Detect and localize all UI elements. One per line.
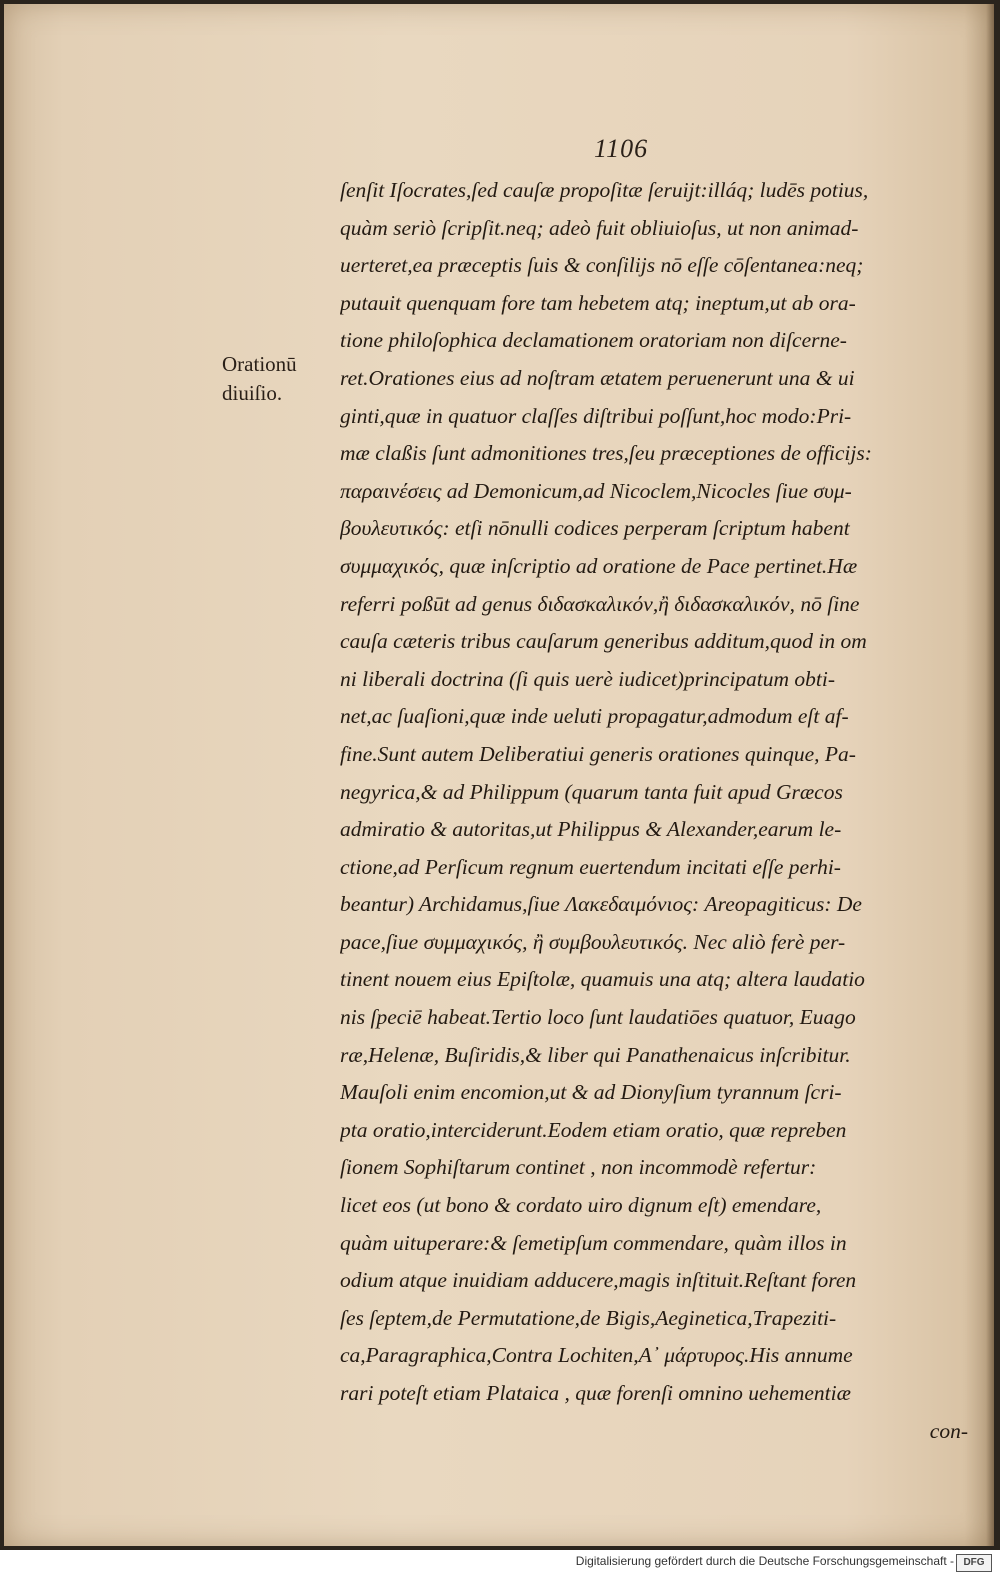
text-line: ſenſit Iſocrates,ſed cauſæ propoſitæ ſeruijt:illáq; ludēs potius, [340, 178, 869, 202]
text-line: nis ſpeciē habeat.Tertio loco ſunt laudatiōes quatuor, Euago [340, 1005, 856, 1030]
text-line: beantur) Archidamus,ſiue Λακεδαιμόνιος: Areopagiticus: De [340, 892, 862, 917]
marginal-note [222, 350, 297, 408]
text-line: ginti,quæ in quatuor claſſes diſtribui poſſunt,hoc modo:Pri- [340, 403, 852, 428]
text-line: quàm seriò ſcripſit.neq; adeò fuit obliuioſus, ut non animad- [340, 215, 859, 240]
text-line: putauit quenquam fore tam hebetem atq; ineptum,ut ab ora- [340, 290, 856, 315]
marginal-note-line: diuiſio. [222, 381, 283, 405]
text-line: negyrica,& ad Philippum (quarum tanta fuit apud Græcos [340, 779, 843, 804]
text-line: συμμαχικός, quæ inſcriptio ad oratione de Pace pertinet.Hæ [340, 553, 858, 578]
text-line: net,ac ſuaſioni,quæ inde ueluti propagatur,admodum eſt af- [340, 704, 849, 729]
text-line: βουλευτικός: etſi nōnulli codices perperam ſcriptum habent [340, 516, 850, 541]
page-edge-shadow [986, 4, 994, 1546]
text-line: tione philoſophica declamationem oratoriam non diſcerne- [340, 328, 847, 353]
marginal-note-line: Orationū [222, 352, 297, 376]
book-page [4, 4, 994, 1546]
main-text-block [340, 172, 968, 1450]
text-line: ni liberali doctrina (ſi quis uerè iudicet)principatum obti- [340, 666, 836, 691]
text-line: ctione,ad Perſicum regnum euertendum incitati eſſe perhi- [340, 854, 841, 879]
text-line: ca,Paragraphica,Contra Lochiten,Α᾽ μάρτυρος.His annume [340, 1343, 853, 1368]
text-line: referri poßūt ad genus διδασκαλικόν,ἢ διδασκαλικόν, nō ſine [340, 591, 860, 616]
text-line: tinent nouem eius Epiſtolæ, quamuis una atq; altera laudatio [340, 967, 865, 992]
text-line: uerteret,ea præceptis ſuis & conſilijs nō eſſe cōſentanea:neq; [340, 253, 864, 278]
text-line: odium atque inuidiam adducere,magis inſtituit.Reſtant foren [340, 1268, 857, 1293]
folio-number: 1106 [594, 134, 649, 163]
text-line: pace,ſiue συμμαχικός, ἢ συμβουλευτικός. Nec aliò ferè per- [340, 929, 846, 954]
text-line: rari poteſt etiam Plataica , quæ forenſi omnino uehementiæ [340, 1381, 851, 1405]
funding-notice: Digitalisierung gefördert durch die Deutsche Forschungsgemeinschaft - [575, 1554, 954, 1568]
text-line: admiratio & autoritas,ut Philippus & Alexander,earum le- [340, 817, 842, 842]
catchword: con- [929, 1418, 968, 1443]
text-line: Mauſoli enim encomion,ut & ad Dionyſium tyrannum ſcri- [340, 1080, 842, 1105]
funding-footer [0, 1550, 1000, 1574]
text-line: mæ claßis ſunt admonitiones tres,ſeu præceptiones de officijs: [340, 441, 872, 466]
text-line: παραινέσεις ad Demonicum,ad Nicoclem,Nicocles ſiue συμ- [340, 478, 852, 503]
text-line: licet eos (ut bono & cordato uiro dignum eſt) emendare, [340, 1193, 822, 1218]
text-line: pta oratio,interciderunt.Eodem etiam oratio, quæ repreben [340, 1117, 847, 1142]
text-line: fine.Sunt autem Deliberatiui generis orationes quinque, Pa- [340, 741, 856, 766]
text-line: cauſa cæteris tribus cauſarum generibus additum,quod in om [340, 629, 867, 654]
text-line: ræ,Helenæ, Buſiridis,& liber qui Panathenaicus inſcribitur. [340, 1042, 851, 1067]
text-line: quàm uituperare:& ſemetipſum commendare, quàm illos in [340, 1230, 847, 1255]
text-line: ſes ſeptem,de Permutatione,de Bigis,Aeginetica,Trapeziti- [340, 1305, 837, 1330]
text-line: ret.Orationes eius ad noſtram ætatem peruenerunt una & ui [340, 365, 855, 390]
text-line: ſionem Sophiſtarum continet , non incommodè refertur: [340, 1155, 817, 1180]
dfg-logo-icon: DFG [956, 1554, 992, 1572]
